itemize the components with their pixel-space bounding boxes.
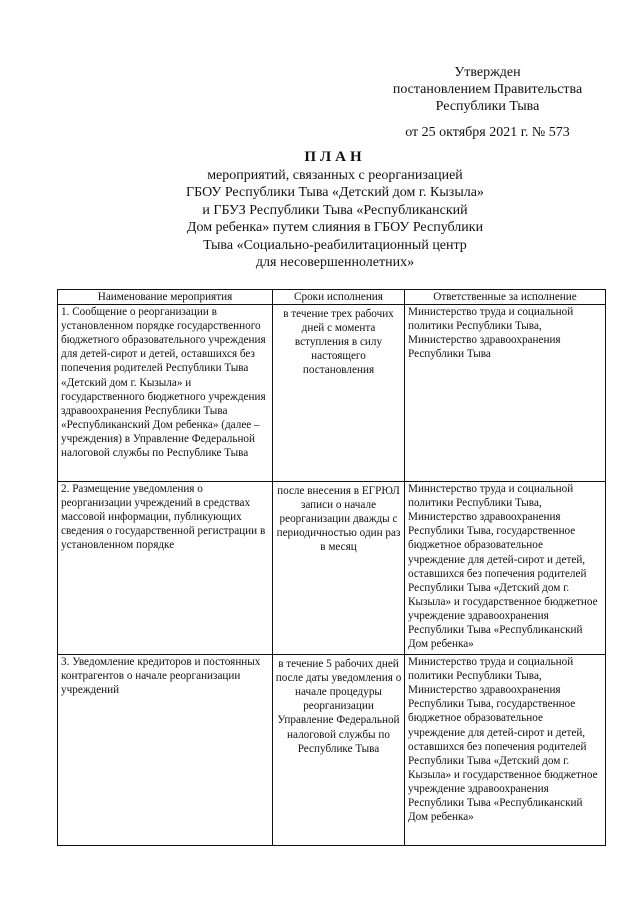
deadline-cell: после внесения в ЕГРЮЛ записи о начале реорганизации дважды с периодичностью один раз в месяц: [273, 482, 405, 655]
event-cell: 3. Уведомление кредиторов и постоянных контрагентов о начале реорганизации учреждений: [58, 655, 273, 846]
title-line-2: ГБОУ Республики Тыва «Детский дом г. Кызыла»: [186, 185, 484, 200]
table-row: [58, 655, 606, 846]
title-line-6: для несовершеннолетних»: [255, 255, 415, 270]
responsible-cell: Министерство труда и социальной политики Республики Тыва, Министерство здравоохранения Республики Тыва, государственное бюджетное образовательное учреждение для детей-сирот и детей, оставшихся без попечения родителей Республики Тыва «Детский дом г. Кызыла» и государственное бюджетное учреждение здравоохранения Республики Тыва «Республиканский Дом ребенка»: [405, 482, 606, 655]
title-line-4: Дом ребенка» путем слияния в ГБОУ Республики: [186, 220, 484, 235]
deadline-cell: в течение трех рабочих дней с момента вступления в силу настоящего постановления: [273, 305, 405, 482]
approval-line-1: Утвержден: [454, 65, 521, 80]
header-deadline: Сроки исполнения: [273, 290, 405, 305]
table-row: [58, 305, 606, 482]
header-event: Наименование мероприятия: [58, 290, 273, 305]
event-cell: 2. Размещение уведомления о реорганизации учреждений в средствах массовой информации, публикующих сведения о государственной регистрации в установленном порядке: [58, 482, 273, 655]
table-header-row: [58, 290, 606, 305]
responsible-cell: Министерство труда и социальной политики Республики Тыва, Министерство здравоохранения Республики Тыва: [405, 305, 606, 482]
deadline-cell: в течение 5 рабочих дней после даты уведомления о начале процедуры реорганизации Управление Федеральной налоговой службы по Республике Тыва: [273, 655, 405, 846]
responsible-cell: Министерство труда и социальной политики Республики Тыва, Министерство здравоохранения Республики Тыва, государственное бюджетное образовательное учреждение для детей-сирот и детей, оставшихся без попечения родителей Республики Тыва «Детский дом г. Кызыла» и государственное бюджетное учреждение здравоохранения Республики Тыва «Республиканский Дом ребенка»: [405, 655, 606, 846]
title-line-5: Тыва «Социально-реабилитационный центр: [203, 237, 467, 253]
approval-line-3: Республики Тыва: [435, 99, 540, 114]
approval-block: [380, 64, 595, 141]
document-title: [150, 149, 520, 272]
approval-date: от 25 октября 2021 г. № 573: [405, 125, 570, 140]
header-responsible: Ответственные за исполнение: [405, 290, 606, 305]
approval-line-2: постановлением Правительства: [392, 82, 583, 97]
title-line-3: и ГБУЗ Республики Тыва «Республиканский: [202, 202, 468, 218]
event-cell: 1. Сообщение о реорганизации в установленном порядке государственного бюджетного образовательного учреждения для детей-сирот и детей, оставшихся без попечения родителей Республики Тыва «Детский дом г. Кызыла» и государственного бюджетного учреждения здравоохранения Республики Тыва «Республиканский Дом ребенка» (далее – учреждения) в Управление Федеральной налоговой службы по Республике Тыва: [58, 305, 273, 482]
plan-heading: ПЛАН: [304, 149, 366, 165]
plan-table: [57, 289, 606, 846]
table-row: [58, 482, 606, 655]
title-line-1: мероприятий, связанных с реорганизацией: [207, 167, 463, 183]
